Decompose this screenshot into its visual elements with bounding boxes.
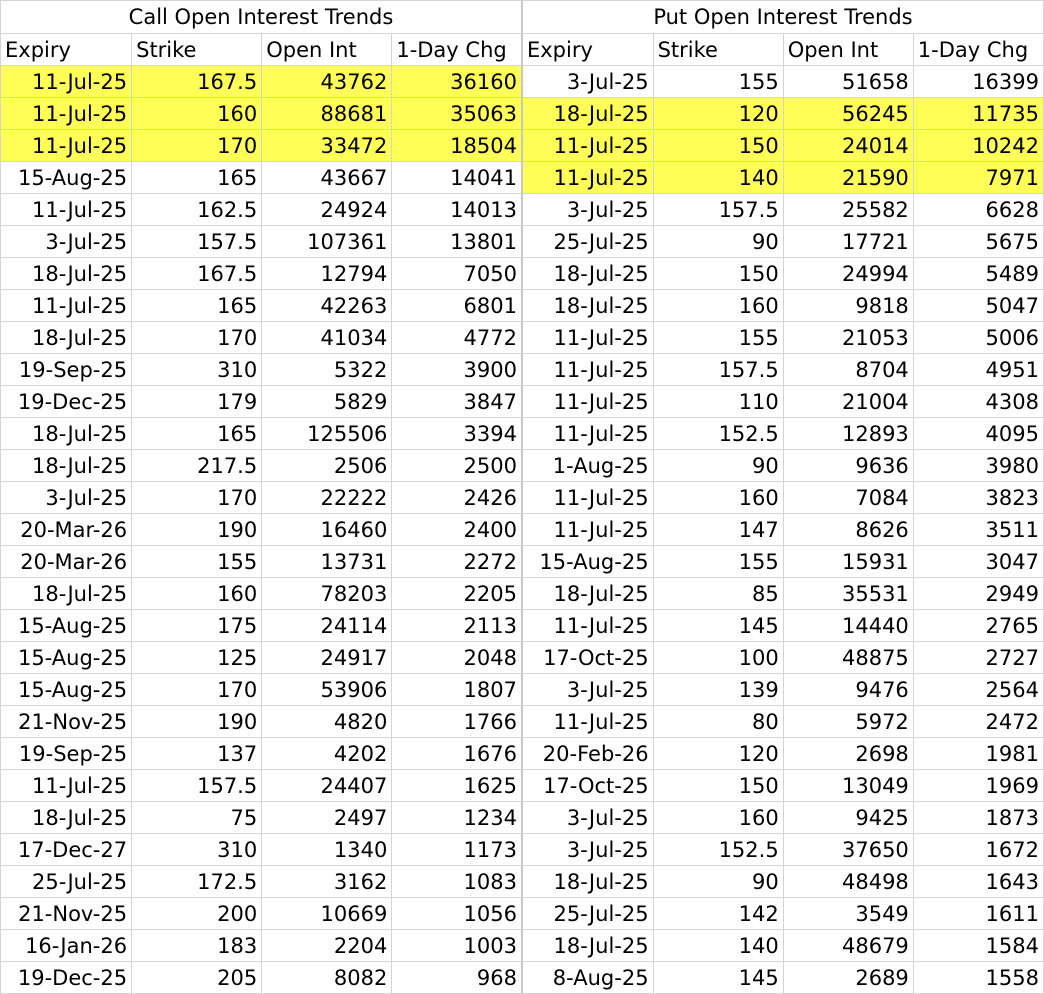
call-strike-cell[interactable]: 179 — [132, 386, 262, 418]
call-expiry-cell[interactable]: 11-Jul-25 — [1, 130, 132, 162]
call-strike-cell[interactable]: 155 — [132, 546, 262, 578]
put-title[interactable]: Put Open Interest Trends — [522, 1, 1044, 34]
call-chg-cell[interactable]: 3394 — [392, 418, 522, 450]
call-expiry-cell[interactable]: 18-Jul-25 — [1, 258, 132, 290]
call-expiry-cell[interactable]: 18-Jul-25 — [1, 450, 132, 482]
table-row — [1, 546, 1044, 578]
put-open-int-cell[interactable]: 9636 — [783, 450, 913, 482]
put-expiry-cell[interactable]: 18-Jul-25 — [522, 866, 653, 898]
call-open-int-cell[interactable]: 41034 — [262, 322, 392, 354]
put-expiry-cell[interactable]: 3-Jul-25 — [522, 802, 653, 834]
put-open-int-cell[interactable]: 2689 — [783, 962, 913, 994]
call-strike-cell[interactable]: 160 — [132, 98, 262, 130]
call-chg-cell[interactable]: 14041 — [392, 162, 522, 194]
call-open-int-cell[interactable]: 33472 — [262, 130, 392, 162]
put-chg-cell[interactable]: 2727 — [913, 642, 1043, 674]
put-expiry-cell[interactable]: 11-Jul-25 — [522, 514, 653, 546]
call-expiry-cell[interactable]: 17-Dec-27 — [1, 834, 132, 866]
put-strike-cell[interactable]: 155 — [653, 546, 783, 578]
call-strike-cell[interactable]: 165 — [132, 418, 262, 450]
call-chg-cell[interactable]: 2205 — [392, 578, 522, 610]
put-open-int-cell[interactable]: 24994 — [783, 258, 913, 290]
put-strike-cell[interactable]: 110 — [653, 386, 783, 418]
put-open-int-cell[interactable]: 7084 — [783, 482, 913, 514]
put-open-int-cell[interactable]: 12893 — [783, 418, 913, 450]
put-chg-cell[interactable]: 1643 — [913, 866, 1043, 898]
call-strike-cell[interactable]: 125 — [132, 642, 262, 674]
call-chg-cell[interactable]: 14013 — [392, 194, 522, 226]
put-chg-cell[interactable]: 1611 — [913, 898, 1043, 930]
call-header-open-int[interactable]: Open Int — [262, 34, 392, 66]
put-strike-cell[interactable]: 145 — [653, 610, 783, 642]
put-expiry-cell[interactable]: 11-Jul-25 — [522, 386, 653, 418]
call-strike-cell[interactable]: 190 — [132, 514, 262, 546]
call-expiry-cell[interactable]: 20-Mar-26 — [1, 546, 132, 578]
put-strike-cell[interactable]: 155 — [653, 322, 783, 354]
call-strike-cell[interactable]: 170 — [132, 322, 262, 354]
call-expiry-cell[interactable]: 18-Jul-25 — [1, 418, 132, 450]
call-open-int-cell[interactable]: 5829 — [262, 386, 392, 418]
table-row — [1, 162, 1044, 194]
put-strike-cell[interactable]: 140 — [653, 162, 783, 194]
put-open-int-cell[interactable]: 37650 — [783, 834, 913, 866]
call-strike-cell[interactable]: 165 — [132, 290, 262, 322]
put-chg-cell[interactable]: 5047 — [913, 290, 1043, 322]
put-chg-cell[interactable]: 2472 — [913, 706, 1043, 738]
call-open-int-cell[interactable]: 88681 — [262, 98, 392, 130]
call-chg-cell[interactable]: 6801 — [392, 290, 522, 322]
call-expiry-cell[interactable]: 25-Jul-25 — [1, 866, 132, 898]
table-row — [1, 674, 1044, 706]
table-row — [1, 802, 1044, 834]
put-open-int-cell[interactable]: 13049 — [783, 770, 913, 802]
put-header-expiry[interactable]: Expiry — [522, 34, 653, 66]
call-chg-cell[interactable]: 3900 — [392, 354, 522, 386]
put-open-int-cell[interactable]: 21590 — [783, 162, 913, 194]
call-strike-cell[interactable]: 183 — [132, 930, 262, 962]
call-header-chg[interactable]: 1-Day Chg — [392, 34, 522, 66]
put-open-int-cell[interactable]: 8704 — [783, 354, 913, 386]
call-chg-cell[interactable]: 35063 — [392, 98, 522, 130]
call-open-int-cell[interactable]: 107361 — [262, 226, 392, 258]
call-chg-cell[interactable]: 1234 — [392, 802, 522, 834]
call-strike-cell[interactable]: 170 — [132, 674, 262, 706]
call-expiry-cell[interactable]: 11-Jul-25 — [1, 194, 132, 226]
call-strike-cell[interactable]: 160 — [132, 578, 262, 610]
call-chg-cell[interactable]: 7050 — [392, 258, 522, 290]
call-chg-cell[interactable]: 36160 — [392, 66, 522, 98]
table-row — [1, 322, 1044, 354]
call-expiry-cell[interactable]: 11-Jul-25 — [1, 98, 132, 130]
call-chg-cell[interactable]: 1625 — [392, 770, 522, 802]
put-strike-cell[interactable]: 150 — [653, 130, 783, 162]
table-row — [1, 386, 1044, 418]
call-header-strike[interactable]: Strike — [132, 34, 262, 66]
call-expiry-cell[interactable]: 18-Jul-25 — [1, 578, 132, 610]
put-strike-cell[interactable]: 139 — [653, 674, 783, 706]
call-open-int-cell[interactable]: 125506 — [262, 418, 392, 450]
call-title[interactable]: Call Open Interest Trends — [1, 1, 522, 34]
call-chg-cell[interactable]: 1807 — [392, 674, 522, 706]
put-expiry-cell[interactable]: 25-Jul-25 — [522, 226, 653, 258]
call-strike-cell[interactable]: 217.5 — [132, 450, 262, 482]
call-expiry-cell[interactable]: 15-Aug-25 — [1, 610, 132, 642]
call-open-int-cell[interactable]: 43667 — [262, 162, 392, 194]
call-chg-cell[interactable]: 2426 — [392, 482, 522, 514]
call-open-int-cell[interactable]: 53906 — [262, 674, 392, 706]
call-expiry-cell[interactable]: 11-Jul-25 — [1, 290, 132, 322]
put-expiry-cell[interactable]: 3-Jul-25 — [522, 194, 653, 226]
call-open-int-cell[interactable]: 2506 — [262, 450, 392, 482]
call-open-int-cell[interactable]: 24924 — [262, 194, 392, 226]
put-strike-cell[interactable]: 100 — [653, 642, 783, 674]
put-open-int-cell[interactable]: 15931 — [783, 546, 913, 578]
call-chg-cell[interactable]: 968 — [392, 962, 522, 994]
call-strike-cell[interactable]: 167.5 — [132, 66, 262, 98]
call-chg-cell[interactable]: 2500 — [392, 450, 522, 482]
call-strike-cell[interactable]: 157.5 — [132, 226, 262, 258]
table-row — [1, 898, 1044, 930]
put-chg-cell[interactable]: 5006 — [913, 322, 1043, 354]
put-open-int-cell[interactable]: 21004 — [783, 386, 913, 418]
table-row — [1, 130, 1044, 162]
table-row — [1, 578, 1044, 610]
put-open-int-cell[interactable]: 48679 — [783, 930, 913, 962]
put-header-open-int[interactable]: Open Int — [783, 34, 913, 66]
call-open-int-cell[interactable]: 3162 — [262, 866, 392, 898]
put-expiry-cell[interactable]: 11-Jul-25 — [522, 482, 653, 514]
put-strike-cell[interactable]: 157.5 — [653, 194, 783, 226]
call-chg-cell[interactable]: 1676 — [392, 738, 522, 770]
table-row — [1, 258, 1044, 290]
put-open-int-cell[interactable]: 3549 — [783, 898, 913, 930]
table-row — [1, 962, 1044, 994]
call-chg-cell[interactable]: 2400 — [392, 514, 522, 546]
call-open-int-cell[interactable]: 43762 — [262, 66, 392, 98]
put-open-int-cell[interactable]: 48498 — [783, 866, 913, 898]
put-strike-cell[interactable]: 145 — [653, 962, 783, 994]
table-row — [1, 514, 1044, 546]
call-expiry-cell[interactable]: 19-Dec-25 — [1, 386, 132, 418]
call-strike-cell[interactable]: 165 — [132, 162, 262, 194]
put-expiry-cell[interactable]: 3-Jul-25 — [522, 834, 653, 866]
put-open-int-cell[interactable]: 25582 — [783, 194, 913, 226]
call-chg-cell[interactable]: 18504 — [392, 130, 522, 162]
put-chg-cell[interactable]: 4951 — [913, 354, 1043, 386]
call-chg-cell[interactable]: 3847 — [392, 386, 522, 418]
put-open-int-cell[interactable]: 9425 — [783, 802, 913, 834]
call-open-int-cell[interactable]: 24407 — [262, 770, 392, 802]
table-row — [1, 706, 1044, 738]
call-header-expiry[interactable]: Expiry — [1, 34, 132, 66]
table-row — [1, 482, 1044, 514]
table-body — [1, 66, 1044, 994]
put-strike-cell[interactable]: 90 — [653, 866, 783, 898]
table-row — [1, 226, 1044, 258]
call-open-int-cell[interactable]: 4202 — [262, 738, 392, 770]
call-strike-cell[interactable]: 170 — [132, 130, 262, 162]
put-expiry-cell[interactable]: 20-Feb-26 — [522, 738, 653, 770]
call-strike-cell[interactable]: 167.5 — [132, 258, 262, 290]
table-row — [1, 66, 1044, 98]
put-chg-cell[interactable]: 1981 — [913, 738, 1043, 770]
call-strike-cell[interactable]: 205 — [132, 962, 262, 994]
table-row — [1, 738, 1044, 770]
call-expiry-cell[interactable]: 11-Jul-25 — [1, 770, 132, 802]
call-strike-cell[interactable]: 137 — [132, 738, 262, 770]
put-open-int-cell[interactable]: 2698 — [783, 738, 913, 770]
put-open-int-cell[interactable]: 24014 — [783, 130, 913, 162]
table-row — [1, 866, 1044, 898]
call-chg-cell[interactable]: 13801 — [392, 226, 522, 258]
put-strike-cell[interactable]: 152.5 — [653, 834, 783, 866]
table-row — [1, 930, 1044, 962]
put-expiry-cell[interactable]: 11-Jul-25 — [522, 610, 653, 642]
call-open-int-cell[interactable]: 24114 — [262, 610, 392, 642]
call-strike-cell[interactable]: 310 — [132, 834, 262, 866]
put-strike-cell[interactable]: 140 — [653, 930, 783, 962]
call-chg-cell[interactable]: 1766 — [392, 706, 522, 738]
put-strike-cell[interactable]: 85 — [653, 578, 783, 610]
put-expiry-cell[interactable]: 18-Jul-25 — [522, 98, 653, 130]
call-chg-cell[interactable]: 1056 — [392, 898, 522, 930]
put-chg-cell[interactable]: 3980 — [913, 450, 1043, 482]
call-expiry-cell[interactable]: 19-Dec-25 — [1, 962, 132, 994]
put-chg-cell[interactable]: 1873 — [913, 802, 1043, 834]
call-strike-cell[interactable]: 310 — [132, 354, 262, 386]
call-expiry-cell[interactable]: 16-Jan-26 — [1, 930, 132, 962]
call-open-int-cell[interactable]: 13731 — [262, 546, 392, 578]
table-row — [1, 194, 1044, 226]
put-expiry-cell[interactable]: 11-Jul-25 — [522, 354, 653, 386]
call-expiry-cell[interactable]: 19-Sep-25 — [1, 354, 132, 386]
put-open-int-cell[interactable]: 51658 — [783, 66, 913, 98]
call-expiry-cell[interactable]: 15-Aug-25 — [1, 162, 132, 194]
put-expiry-cell[interactable]: 15-Aug-25 — [522, 546, 653, 578]
put-strike-cell[interactable]: 90 — [653, 226, 783, 258]
call-strike-cell[interactable]: 162.5 — [132, 194, 262, 226]
call-chg-cell[interactable]: 2048 — [392, 642, 522, 674]
put-strike-cell[interactable]: 80 — [653, 706, 783, 738]
call-expiry-cell[interactable]: 18-Jul-25 — [1, 802, 132, 834]
put-chg-cell[interactable]: 7971 — [913, 162, 1043, 194]
call-expiry-cell[interactable]: 3-Jul-25 — [1, 226, 132, 258]
table-row — [1, 642, 1044, 674]
call-expiry-cell[interactable]: 21-Nov-25 — [1, 706, 132, 738]
call-chg-cell[interactable]: 1083 — [392, 866, 522, 898]
table-row — [1, 770, 1044, 802]
put-strike-cell[interactable]: 150 — [653, 770, 783, 802]
call-open-int-cell[interactable]: 4820 — [262, 706, 392, 738]
put-expiry-cell[interactable]: 3-Jul-25 — [522, 674, 653, 706]
call-expiry-cell[interactable]: 18-Jul-25 — [1, 322, 132, 354]
put-chg-cell[interactable]: 1672 — [913, 834, 1043, 866]
put-strike-cell[interactable]: 120 — [653, 98, 783, 130]
put-expiry-cell[interactable]: 18-Jul-25 — [522, 578, 653, 610]
table-row — [1, 450, 1044, 482]
put-chg-cell[interactable]: 2765 — [913, 610, 1043, 642]
call-chg-cell[interactable]: 4772 — [392, 322, 522, 354]
put-expiry-cell[interactable]: 18-Jul-25 — [522, 258, 653, 290]
call-expiry-cell[interactable]: 3-Jul-25 — [1, 482, 132, 514]
put-open-int-cell[interactable]: 21053 — [783, 322, 913, 354]
put-expiry-cell[interactable]: 17-Oct-25 — [522, 770, 653, 802]
put-expiry-cell[interactable]: 11-Jul-25 — [522, 322, 653, 354]
put-strike-cell[interactable]: 155 — [653, 66, 783, 98]
call-open-int-cell[interactable]: 12794 — [262, 258, 392, 290]
put-expiry-cell[interactable]: 18-Jul-25 — [522, 290, 653, 322]
call-strike-cell[interactable]: 75 — [132, 802, 262, 834]
put-open-int-cell[interactable]: 14440 — [783, 610, 913, 642]
put-expiry-cell[interactable]: 11-Jul-25 — [522, 162, 653, 194]
put-strike-cell[interactable]: 142 — [653, 898, 783, 930]
put-chg-cell[interactable]: 1558 — [913, 962, 1043, 994]
put-chg-cell[interactable]: 5489 — [913, 258, 1043, 290]
call-expiry-cell[interactable]: 15-Aug-25 — [1, 674, 132, 706]
put-chg-cell[interactable]: 5675 — [913, 226, 1043, 258]
table-row — [1, 290, 1044, 322]
call-open-int-cell[interactable]: 24917 — [262, 642, 392, 674]
call-chg-cell[interactable]: 2113 — [392, 610, 522, 642]
put-chg-cell[interactable]: 1584 — [913, 930, 1043, 962]
call-expiry-cell[interactable]: 20-Mar-26 — [1, 514, 132, 546]
call-open-int-cell[interactable]: 78203 — [262, 578, 392, 610]
put-expiry-cell[interactable]: 11-Jul-25 — [522, 418, 653, 450]
call-strike-cell[interactable]: 200 — [132, 898, 262, 930]
put-expiry-cell[interactable]: 17-Oct-25 — [522, 642, 653, 674]
call-expiry-cell[interactable]: 15-Aug-25 — [1, 642, 132, 674]
call-strike-cell[interactable]: 190 — [132, 706, 262, 738]
call-strike-cell[interactable]: 175 — [132, 610, 262, 642]
call-strike-cell[interactable]: 157.5 — [132, 770, 262, 802]
call-chg-cell[interactable]: 1003 — [392, 930, 522, 962]
call-open-int-cell[interactable]: 10669 — [262, 898, 392, 930]
put-open-int-cell[interactable]: 8626 — [783, 514, 913, 546]
call-open-int-cell[interactable]: 2497 — [262, 802, 392, 834]
call-open-int-cell[interactable]: 42263 — [262, 290, 392, 322]
put-open-int-cell[interactable]: 9818 — [783, 290, 913, 322]
call-expiry-cell[interactable]: 19-Sep-25 — [1, 738, 132, 770]
call-open-int-cell[interactable]: 5322 — [262, 354, 392, 386]
put-strike-cell[interactable]: 150 — [653, 258, 783, 290]
put-header-strike[interactable]: Strike — [653, 34, 783, 66]
put-open-int-cell[interactable]: 17721 — [783, 226, 913, 258]
call-chg-cell[interactable]: 2272 — [392, 546, 522, 578]
put-chg-cell[interactable]: 6628 — [913, 194, 1043, 226]
call-strike-cell[interactable]: 170 — [132, 482, 262, 514]
table-row — [1, 610, 1044, 642]
call-open-int-cell[interactable]: 1340 — [262, 834, 392, 866]
put-chg-cell[interactable]: 2564 — [913, 674, 1043, 706]
put-strike-cell[interactable]: 147 — [653, 514, 783, 546]
title-row — [1, 1, 1044, 34]
put-strike-cell[interactable]: 152.5 — [653, 418, 783, 450]
put-chg-cell[interactable]: 4308 — [913, 386, 1043, 418]
put-strike-cell[interactable]: 160 — [653, 290, 783, 322]
table-row — [1, 354, 1044, 386]
put-chg-cell[interactable]: 10242 — [913, 130, 1043, 162]
put-open-int-cell[interactable]: 56245 — [783, 98, 913, 130]
put-open-int-cell[interactable]: 35531 — [783, 578, 913, 610]
put-chg-cell[interactable]: 3047 — [913, 546, 1043, 578]
put-strike-cell[interactable]: 160 — [653, 482, 783, 514]
put-expiry-cell[interactable]: 8-Aug-25 — [522, 962, 653, 994]
call-chg-cell[interactable]: 1173 — [392, 834, 522, 866]
call-open-int-cell[interactable]: 16460 — [262, 514, 392, 546]
put-chg-cell[interactable]: 11735 — [913, 98, 1043, 130]
call-expiry-cell[interactable]: 11-Jul-25 — [1, 66, 132, 98]
put-header-chg[interactable]: 1-Day Chg — [913, 34, 1043, 66]
put-chg-cell[interactable]: 16399 — [913, 66, 1043, 98]
call-open-int-cell[interactable]: 22222 — [262, 482, 392, 514]
call-open-int-cell[interactable]: 8082 — [262, 962, 392, 994]
call-open-int-cell[interactable]: 2204 — [262, 930, 392, 962]
call-expiry-cell[interactable]: 21-Nov-25 — [1, 898, 132, 930]
put-expiry-cell[interactable]: 1-Aug-25 — [522, 450, 653, 482]
put-expiry-cell[interactable]: 11-Jul-25 — [522, 130, 653, 162]
put-strike-cell[interactable]: 160 — [653, 802, 783, 834]
put-strike-cell[interactable]: 157.5 — [653, 354, 783, 386]
put-expiry-cell[interactable]: 25-Jul-25 — [522, 898, 653, 930]
put-chg-cell[interactable]: 2949 — [913, 578, 1043, 610]
put-chg-cell[interactable]: 3511 — [913, 514, 1043, 546]
put-chg-cell[interactable]: 3823 — [913, 482, 1043, 514]
put-expiry-cell[interactable]: 3-Jul-25 — [522, 66, 653, 98]
table-row — [1, 418, 1044, 450]
header-row — [1, 34, 1044, 66]
call-strike-cell[interactable]: 172.5 — [132, 866, 262, 898]
put-chg-cell[interactable]: 4095 — [913, 418, 1043, 450]
put-chg-cell[interactable]: 1969 — [913, 770, 1043, 802]
put-open-int-cell[interactable]: 9476 — [783, 674, 913, 706]
put-open-int-cell[interactable]: 5972 — [783, 706, 913, 738]
table-row — [1, 98, 1044, 130]
put-open-int-cell[interactable]: 48875 — [783, 642, 913, 674]
put-strike-cell[interactable]: 120 — [653, 738, 783, 770]
put-strike-cell[interactable]: 90 — [653, 450, 783, 482]
put-expiry-cell[interactable]: 11-Jul-25 — [522, 706, 653, 738]
put-expiry-cell[interactable]: 18-Jul-25 — [522, 930, 653, 962]
table-row — [1, 834, 1044, 866]
